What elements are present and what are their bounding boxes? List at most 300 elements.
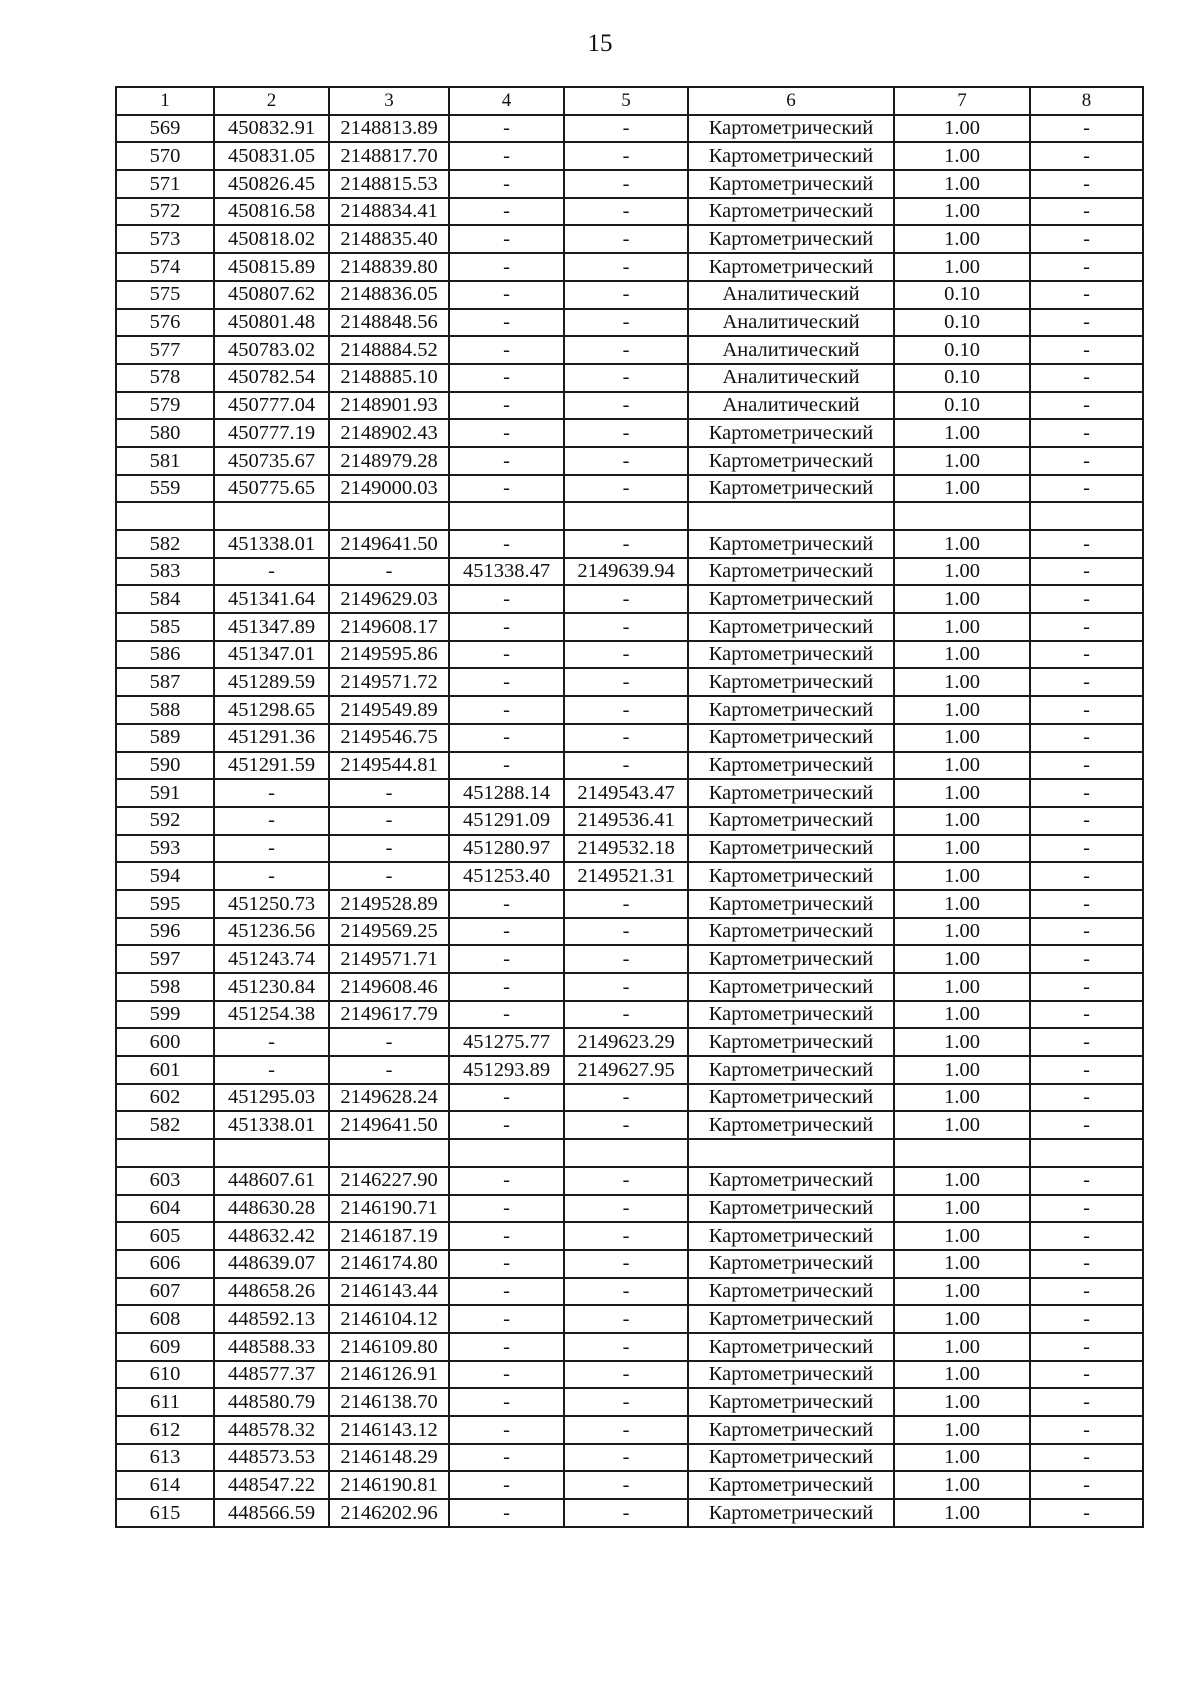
x-coordinate-cell: -	[214, 779, 329, 807]
description-cell: -	[1030, 1471, 1143, 1499]
accuracy-cell: 1.00	[894, 945, 1030, 973]
accuracy-cell: 1.00	[894, 1333, 1030, 1361]
y-coordinate-cell	[329, 502, 449, 530]
y-new-cell: -	[564, 1250, 688, 1278]
table-row	[116, 945, 1143, 973]
point-number-cell: 587	[116, 668, 214, 696]
x-coordinate-cell: -	[214, 558, 329, 586]
header-cell: 2	[214, 87, 329, 115]
method-cell: Картометрический	[688, 1305, 894, 1333]
description-cell: -	[1030, 862, 1143, 890]
point-number-cell: 574	[116, 253, 214, 281]
point-number-cell: 570	[116, 142, 214, 170]
table-row	[116, 115, 1143, 143]
method-cell: Картометрический	[688, 973, 894, 1001]
description-cell: -	[1030, 1028, 1143, 1056]
y-coordinate-cell: 2149528.89	[329, 890, 449, 918]
accuracy-cell: 1.00	[894, 558, 1030, 586]
method-cell: Картометрический	[688, 862, 894, 890]
y-new-cell	[564, 1139, 688, 1167]
description-cell: -	[1030, 558, 1143, 586]
x-new-cell: -	[449, 530, 564, 558]
accuracy-cell: 1.00	[894, 142, 1030, 170]
y-new-cell: -	[564, 475, 688, 503]
y-new-cell: -	[564, 1111, 688, 1139]
method-cell: Картометрический	[688, 1250, 894, 1278]
table-row	[116, 530, 1143, 558]
y-coordinate-cell: 2149628.24	[329, 1084, 449, 1112]
point-number-cell: 584	[116, 585, 214, 613]
x-new-cell: -	[449, 475, 564, 503]
accuracy-cell: 1.00	[894, 1222, 1030, 1250]
x-new-cell: -	[449, 115, 564, 143]
table-row	[116, 1416, 1143, 1444]
y-coordinate-cell: -	[329, 862, 449, 890]
accuracy-cell: 1.00	[894, 752, 1030, 780]
accuracy-cell: 1.00	[894, 115, 1030, 143]
description-cell: -	[1030, 1250, 1143, 1278]
accuracy-cell: 1.00	[894, 447, 1030, 475]
x-coordinate-cell: 450735.67	[214, 447, 329, 475]
method-cell: Картометрический	[688, 1056, 894, 1084]
y-new-cell: -	[564, 530, 688, 558]
y-new-cell: -	[564, 585, 688, 613]
method-cell: Картометрический	[688, 475, 894, 503]
point-number-cell: 585	[116, 613, 214, 641]
accuracy-cell: 1.00	[894, 1111, 1030, 1139]
x-coordinate-cell: 450801.48	[214, 309, 329, 337]
x-coordinate-cell	[214, 502, 329, 530]
table-row	[116, 1028, 1143, 1056]
x-new-cell: 451288.14	[449, 779, 564, 807]
point-number-cell: 609	[116, 1333, 214, 1361]
x-coordinate-cell: 450807.62	[214, 281, 329, 309]
y-new-cell: 2149639.94	[564, 558, 688, 586]
table-row	[116, 281, 1143, 309]
x-new-cell: -	[449, 142, 564, 170]
description-cell: -	[1030, 1499, 1143, 1527]
description-cell: -	[1030, 1361, 1143, 1389]
method-cell: Картометрический	[688, 779, 894, 807]
x-new-cell: 451275.77	[449, 1028, 564, 1056]
x-new-cell: -	[449, 309, 564, 337]
method-cell: Картометрический	[688, 945, 894, 973]
description-cell: -	[1030, 973, 1143, 1001]
point-number-cell: 603	[116, 1167, 214, 1195]
point-number-cell: 573	[116, 225, 214, 253]
y-coordinate-cell: -	[329, 1056, 449, 1084]
point-number-cell: 598	[116, 973, 214, 1001]
table-row	[116, 1222, 1143, 1250]
point-number-cell: 614	[116, 1471, 214, 1499]
y-coordinate-cell: 2148839.80	[329, 253, 449, 281]
x-new-cell: -	[449, 1111, 564, 1139]
accuracy-cell: 1.00	[894, 862, 1030, 890]
y-coordinate-cell: -	[329, 807, 449, 835]
description-cell: -	[1030, 724, 1143, 752]
method-cell: Картометрический	[688, 613, 894, 641]
y-coordinate-cell: 2149617.79	[329, 1001, 449, 1029]
y-coordinate-cell: 2146143.12	[329, 1416, 449, 1444]
accuracy-cell: 1.00	[894, 419, 1030, 447]
table-row	[116, 1333, 1143, 1361]
description-cell: -	[1030, 1111, 1143, 1139]
table-row	[116, 807, 1143, 835]
description-cell: -	[1030, 779, 1143, 807]
y-coordinate-cell: 2146148.29	[329, 1444, 449, 1472]
y-coordinate-cell: 2146202.96	[329, 1499, 449, 1527]
y-coordinate-cell: -	[329, 1028, 449, 1056]
point-number-cell: 602	[116, 1084, 214, 1112]
description-cell: -	[1030, 696, 1143, 724]
accuracy-cell: 1.00	[894, 1305, 1030, 1333]
x-new-cell: -	[449, 170, 564, 198]
table-row	[116, 890, 1143, 918]
x-coordinate-cell: 448592.13	[214, 1305, 329, 1333]
y-new-cell: -	[564, 1416, 688, 1444]
y-coordinate-cell: 2148885.10	[329, 364, 449, 392]
x-coordinate-cell: 448639.07	[214, 1250, 329, 1278]
accuracy-cell: 1.00	[894, 1416, 1030, 1444]
y-new-cell: -	[564, 447, 688, 475]
y-coordinate-cell: 2148836.05	[329, 281, 449, 309]
point-number-cell: 571	[116, 170, 214, 198]
y-new-cell	[564, 502, 688, 530]
point-number-cell: 601	[116, 1056, 214, 1084]
y-coordinate-cell: 2148884.52	[329, 336, 449, 364]
x-new-cell: -	[449, 198, 564, 226]
page-number: 15	[587, 30, 613, 57]
description-cell: -	[1030, 198, 1143, 226]
accuracy-cell: 1.00	[894, 1471, 1030, 1499]
method-cell: Картометрический	[688, 1416, 894, 1444]
y-new-cell: -	[564, 115, 688, 143]
accuracy-cell: 1.00	[894, 696, 1030, 724]
x-new-cell	[449, 502, 564, 530]
method-cell: Картометрический	[688, 1361, 894, 1389]
table-body	[116, 115, 1143, 1527]
table-row	[116, 1056, 1143, 1084]
point-number-cell: 612	[116, 1416, 214, 1444]
description-cell: -	[1030, 945, 1143, 973]
description-cell: -	[1030, 1222, 1143, 1250]
point-number-cell: 597	[116, 945, 214, 973]
x-new-cell: -	[449, 336, 564, 364]
x-coordinate-cell: 450818.02	[214, 225, 329, 253]
point-number-cell: 586	[116, 641, 214, 669]
x-coordinate-cell: 450826.45	[214, 170, 329, 198]
accuracy-cell: 1.00	[894, 835, 1030, 863]
point-number-cell: 594	[116, 862, 214, 890]
x-new-cell: 451280.97	[449, 835, 564, 863]
header-cell: 1	[116, 87, 214, 115]
point-number-cell: 592	[116, 807, 214, 835]
description-cell: -	[1030, 1278, 1143, 1306]
x-new-cell: -	[449, 613, 564, 641]
y-coordinate-cell: 2149546.75	[329, 724, 449, 752]
description-cell: -	[1030, 668, 1143, 696]
point-number-cell: 596	[116, 918, 214, 946]
x-new-cell: -	[449, 890, 564, 918]
y-new-cell: 2149536.41	[564, 807, 688, 835]
x-coordinate-cell: 448577.37	[214, 1361, 329, 1389]
description-cell: -	[1030, 142, 1143, 170]
y-coordinate-cell: 2146126.91	[329, 1361, 449, 1389]
accuracy-cell: 1.00	[894, 1001, 1030, 1029]
accuracy-cell: 1.00	[894, 1361, 1030, 1389]
method-cell: Картометрический	[688, 142, 894, 170]
x-coordinate-cell: 451230.84	[214, 973, 329, 1001]
accuracy-cell: 1.00	[894, 641, 1030, 669]
accuracy-cell: 1.00	[894, 225, 1030, 253]
y-coordinate-cell: 2148835.40	[329, 225, 449, 253]
x-coordinate-cell: 451291.36	[214, 724, 329, 752]
table-row	[116, 419, 1143, 447]
method-cell: Аналитический	[688, 309, 894, 337]
method-cell: Картометрический	[688, 558, 894, 586]
method-cell: Картометрический	[688, 1222, 894, 1250]
description-cell: -	[1030, 1056, 1143, 1084]
y-new-cell: -	[564, 1388, 688, 1416]
x-coordinate-cell: 451338.01	[214, 1111, 329, 1139]
y-new-cell: -	[564, 170, 688, 198]
method-cell	[688, 1139, 894, 1167]
y-coordinate-cell: 2148848.56	[329, 309, 449, 337]
x-coordinate-cell: 451347.01	[214, 641, 329, 669]
accuracy-cell: 1.00	[894, 973, 1030, 1001]
y-coordinate-cell: 2149608.17	[329, 613, 449, 641]
x-coordinate-cell: 451341.64	[214, 585, 329, 613]
accuracy-cell: 1.00	[894, 668, 1030, 696]
x-new-cell: -	[449, 1278, 564, 1306]
y-new-cell: -	[564, 1278, 688, 1306]
table-row	[116, 752, 1143, 780]
point-number-cell: 599	[116, 1001, 214, 1029]
y-new-cell: -	[564, 918, 688, 946]
y-new-cell: -	[564, 419, 688, 447]
y-coordinate-cell: 2146104.12	[329, 1305, 449, 1333]
y-coordinate-cell: 2148901.93	[329, 392, 449, 420]
y-new-cell: -	[564, 1084, 688, 1112]
x-coordinate-cell: 451236.56	[214, 918, 329, 946]
method-cell: Аналитический	[688, 364, 894, 392]
y-new-cell: -	[564, 613, 688, 641]
table-row	[116, 1305, 1143, 1333]
header-row	[116, 87, 1143, 115]
method-cell: Картометрический	[688, 1001, 894, 1029]
x-coordinate-cell: -	[214, 807, 329, 835]
x-coordinate-cell: 450782.54	[214, 364, 329, 392]
x-coordinate-cell: 448607.61	[214, 1167, 329, 1195]
accuracy-cell: 0.10	[894, 364, 1030, 392]
y-new-cell: -	[564, 309, 688, 337]
accuracy-cell: 1.00	[894, 253, 1030, 281]
table-row	[116, 641, 1143, 669]
method-cell: Аналитический	[688, 336, 894, 364]
method-cell: Картометрический	[688, 1471, 894, 1499]
description-cell: -	[1030, 309, 1143, 337]
accuracy-cell: 1.00	[894, 1250, 1030, 1278]
y-new-cell: -	[564, 336, 688, 364]
x-new-cell: -	[449, 1305, 564, 1333]
point-number-cell: 588	[116, 696, 214, 724]
accuracy-cell: 1.00	[894, 1499, 1030, 1527]
x-new-cell: -	[449, 281, 564, 309]
x-coordinate-cell: 448573.53	[214, 1444, 329, 1472]
y-new-cell: -	[564, 1444, 688, 1472]
y-coordinate-cell: -	[329, 835, 449, 863]
y-new-cell: -	[564, 225, 688, 253]
description-cell: -	[1030, 752, 1143, 780]
description-cell: -	[1030, 641, 1143, 669]
x-new-cell: -	[449, 1222, 564, 1250]
y-coordinate-cell	[329, 1139, 449, 1167]
table-row	[116, 696, 1143, 724]
x-coordinate-cell: 448566.59	[214, 1499, 329, 1527]
separator-row	[116, 502, 1143, 530]
y-coordinate-cell: 2149571.71	[329, 945, 449, 973]
header-cell: 7	[894, 87, 1030, 115]
table-row	[116, 1111, 1143, 1139]
description-cell: -	[1030, 530, 1143, 558]
y-new-cell: -	[564, 1361, 688, 1389]
table-row	[116, 1278, 1143, 1306]
method-cell: Картометрический	[688, 1499, 894, 1527]
accuracy-cell: 1.00	[894, 1388, 1030, 1416]
x-new-cell: -	[449, 225, 564, 253]
method-cell: Картометрический	[688, 225, 894, 253]
x-new-cell: -	[449, 1444, 564, 1472]
y-coordinate-cell: 2148815.53	[329, 170, 449, 198]
point-number-cell: 559	[116, 475, 214, 503]
description-cell	[1030, 1139, 1143, 1167]
description-cell: -	[1030, 807, 1143, 835]
y-coordinate-cell: -	[329, 779, 449, 807]
method-cell: Картометрический	[688, 530, 894, 558]
description-cell: -	[1030, 336, 1143, 364]
y-new-cell: 2149623.29	[564, 1028, 688, 1056]
description-cell: -	[1030, 475, 1143, 503]
y-coordinate-cell: 2146190.81	[329, 1471, 449, 1499]
table-row	[116, 585, 1143, 613]
description-cell: -	[1030, 392, 1143, 420]
x-new-cell: 451338.47	[449, 558, 564, 586]
accuracy-cell: 1.00	[894, 807, 1030, 835]
x-coordinate-cell: 451289.59	[214, 668, 329, 696]
description-cell: -	[1030, 890, 1143, 918]
description-cell: -	[1030, 115, 1143, 143]
x-new-cell: -	[449, 752, 564, 780]
y-coordinate-cell: 2149595.86	[329, 641, 449, 669]
x-new-cell: -	[449, 1499, 564, 1527]
accuracy-cell: 1.00	[894, 1444, 1030, 1472]
method-cell: Картометрический	[688, 585, 894, 613]
x-coordinate-cell: 450777.19	[214, 419, 329, 447]
table-row	[116, 1499, 1143, 1527]
method-cell: Картометрический	[688, 918, 894, 946]
x-coordinate-cell: 450775.65	[214, 475, 329, 503]
table-row	[116, 973, 1143, 1001]
y-coordinate-cell: 2148813.89	[329, 115, 449, 143]
table-row	[116, 862, 1143, 890]
x-new-cell: -	[449, 1333, 564, 1361]
y-coordinate-cell: 2148817.70	[329, 142, 449, 170]
description-cell: -	[1030, 1333, 1143, 1361]
method-cell: Картометрический	[688, 1444, 894, 1472]
description-cell: -	[1030, 835, 1143, 863]
table-row	[116, 392, 1143, 420]
table-row	[116, 447, 1143, 475]
point-number-cell: 578	[116, 364, 214, 392]
method-cell: Аналитический	[688, 281, 894, 309]
x-new-cell: -	[449, 1388, 564, 1416]
accuracy-cell: 1.00	[894, 170, 1030, 198]
y-new-cell: -	[564, 724, 688, 752]
point-number-cell: 605	[116, 1222, 214, 1250]
x-coordinate-cell: 448658.26	[214, 1278, 329, 1306]
point-number-cell: 608	[116, 1305, 214, 1333]
table-row	[116, 1444, 1143, 1472]
y-new-cell: -	[564, 752, 688, 780]
y-coordinate-cell: 2146190.71	[329, 1195, 449, 1223]
x-new-cell: -	[449, 918, 564, 946]
x-new-cell: -	[449, 1001, 564, 1029]
point-number-cell: 607	[116, 1278, 214, 1306]
x-coordinate-cell: -	[214, 1028, 329, 1056]
method-cell: Картометрический	[688, 170, 894, 198]
description-cell	[1030, 502, 1143, 530]
point-number-cell: 595	[116, 890, 214, 918]
y-new-cell: -	[564, 1499, 688, 1527]
x-new-cell: 451253.40	[449, 862, 564, 890]
x-coordinate-cell: 450832.91	[214, 115, 329, 143]
x-coordinate-cell: 448580.79	[214, 1388, 329, 1416]
y-new-cell: -	[564, 641, 688, 669]
y-coordinate-cell: 2146174.80	[329, 1250, 449, 1278]
accuracy-cell: 1.00	[894, 779, 1030, 807]
accuracy-cell: 0.10	[894, 309, 1030, 337]
point-number-cell: 606	[116, 1250, 214, 1278]
x-coordinate-cell: -	[214, 1056, 329, 1084]
coordinates-table	[115, 86, 1144, 1528]
description-cell: -	[1030, 1388, 1143, 1416]
x-new-cell: -	[449, 364, 564, 392]
x-new-cell: -	[449, 1195, 564, 1223]
point-number-cell: 610	[116, 1361, 214, 1389]
table-row	[116, 724, 1143, 752]
method-cell: Картометрический	[688, 1028, 894, 1056]
y-new-cell: -	[564, 392, 688, 420]
method-cell: Картометрический	[688, 668, 894, 696]
x-new-cell: -	[449, 1361, 564, 1389]
x-new-cell: -	[449, 1471, 564, 1499]
y-new-cell: -	[564, 1333, 688, 1361]
point-number-cell: 577	[116, 336, 214, 364]
y-new-cell: -	[564, 281, 688, 309]
table-row	[116, 835, 1143, 863]
description-cell: -	[1030, 1416, 1143, 1444]
accuracy-cell: 0.10	[894, 392, 1030, 420]
y-coordinate-cell: 2148834.41	[329, 198, 449, 226]
x-coordinate-cell: 450783.02	[214, 336, 329, 364]
method-cell: Картометрический	[688, 253, 894, 281]
x-coordinate-cell: 451250.73	[214, 890, 329, 918]
x-coordinate-cell: 448632.42	[214, 1222, 329, 1250]
y-new-cell: -	[564, 198, 688, 226]
accuracy-cell: 1.00	[894, 198, 1030, 226]
accuracy-cell	[894, 1139, 1030, 1167]
accuracy-cell: 1.00	[894, 918, 1030, 946]
